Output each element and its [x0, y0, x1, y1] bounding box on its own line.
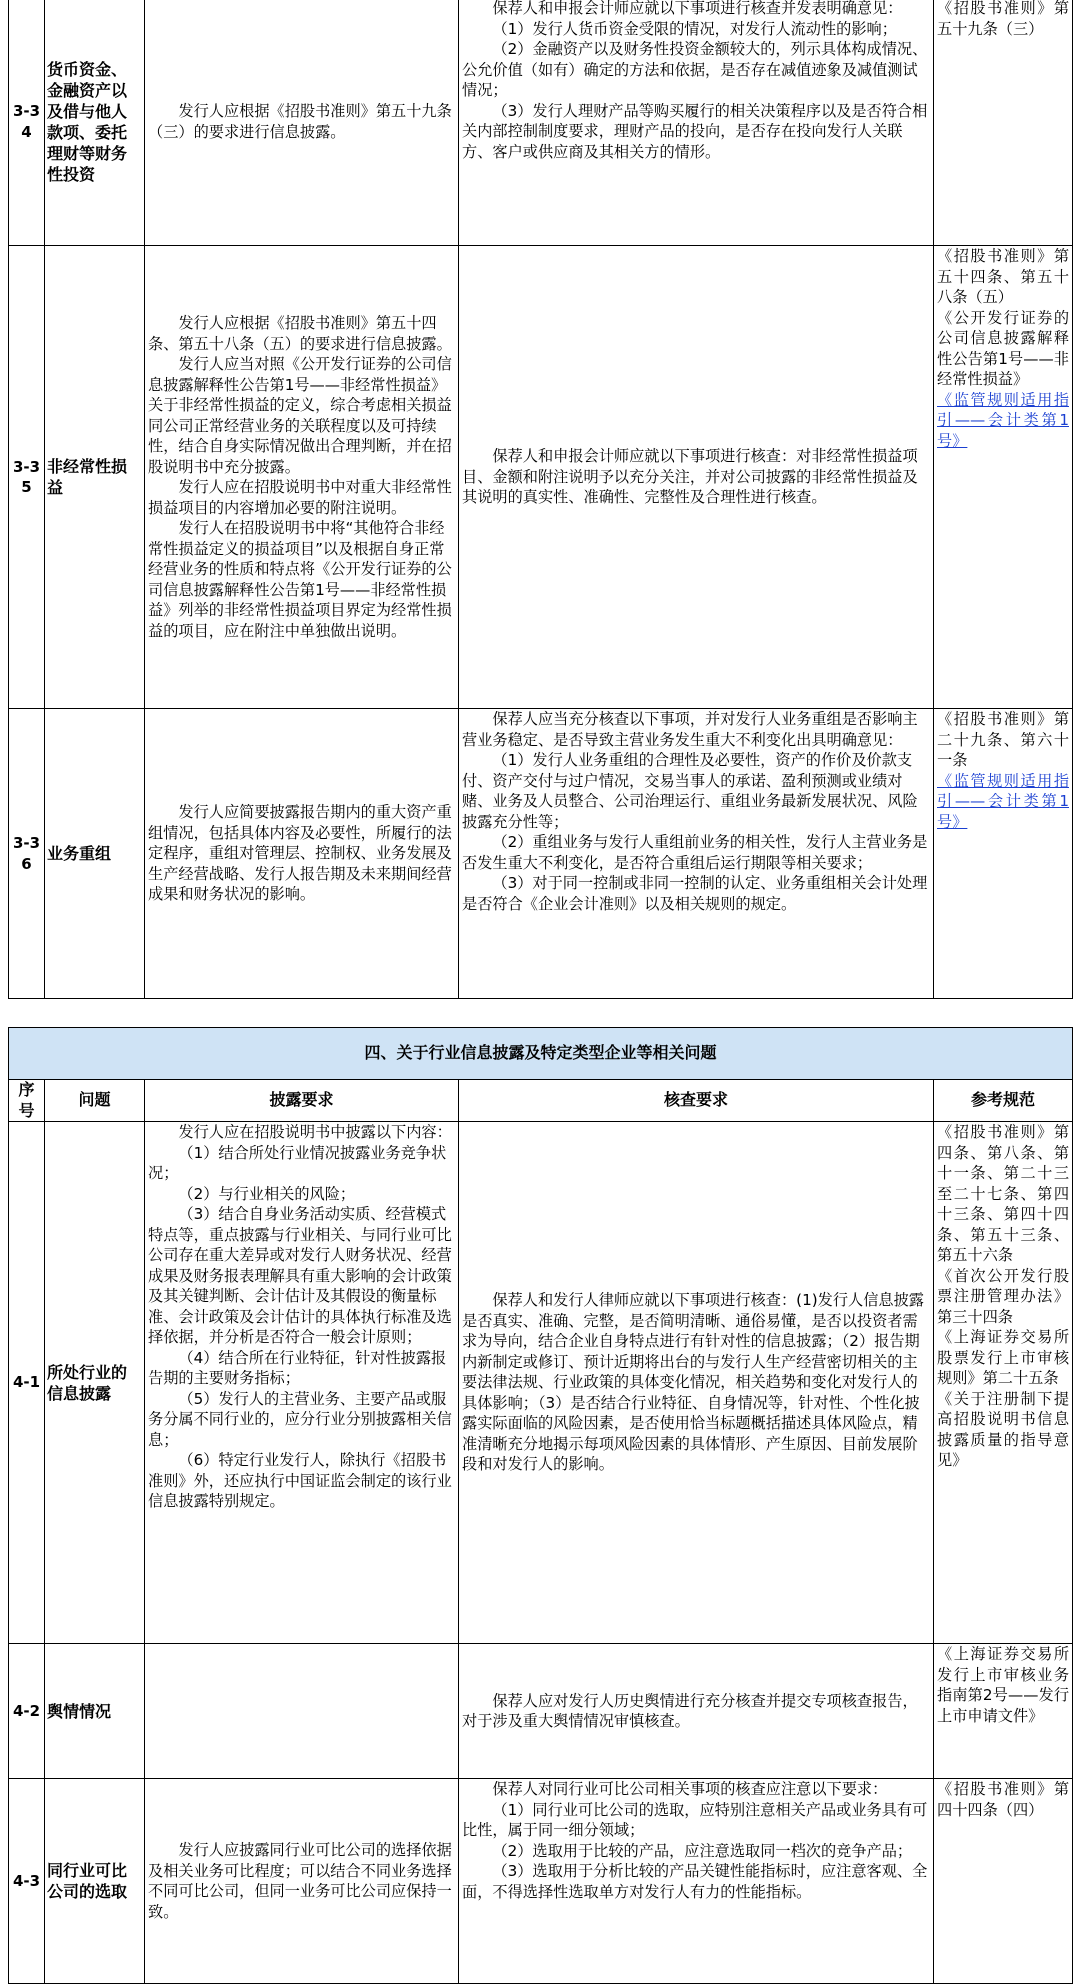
col-header-number: 序号 — [9, 1080, 45, 1122]
disclosure-requirement — [145, 1644, 459, 1779]
reference-norm: 《招股书准则》第二十九条、第六十一条 《监管规则适用指引——会计类第1号》 — [934, 709, 1073, 999]
col-header-verification: 核查要求 — [459, 1080, 934, 1122]
requirements-table-part4 — [8, 1027, 1073, 1984]
reference-norm: 《招股书准则》第四十四条（四） — [934, 1779, 1073, 1984]
reference-norm: 《招股书准则》第五十九条（三） — [934, 0, 1073, 246]
reference-norm: 《招股书准则》第五十四条、第五十八条（五） 《公开发行证券的公司信息披露解释性公告第1号——非经常性损益》 《监管规则适用指引——会计类第1号》 — [934, 246, 1073, 709]
verification-requirement: 保荐人和申报会计师应就以下事项进行核查并发表明确意见： （1）发行人货币资金受限的情况，对发行人流动性的影响； （2）金融资产以及财务性投资金额较大的，列示具体构成情况、公允价值（如有）确定的方法和依据，是否存在减值迹象及减值测试情况； （3）发行人理财产品等购买履行的相关决策程序以及是否符合相关内部控制制度要求，理财产品的投向，是否存在投向发行人关联方、客户或供应商及其相关方的情形。 — [459, 0, 934, 246]
table-row — [9, 1644, 1073, 1779]
section-header-row — [9, 1028, 1073, 1080]
col-header-issue: 问题 — [45, 1080, 145, 1122]
verification-requirement: 保荐人应对发行人历史舆情进行充分核查并提交专项核查报告，对于涉及重大舆情情况审慎核查。 — [459, 1644, 934, 1779]
row-number: 4-1 — [9, 1122, 45, 1644]
row-number: 4-3 — [9, 1779, 45, 1984]
verification-requirement: 保荐人应当充分核查以下事项，并对发行人业务重组是否影响主营业务稳定、是否导致主营业务发生重大不利变化出具明确意见： （1）发行人业务重组的合理性及必要性，资产的作价及价款支付、资产交付与过户情况，交易当事人的承诺、盈利预测或业绩对赌、业务及人员整合、公司治理运行、重组业务最新发展状况、风险披露充分性等； （2）重组业务与发行人重组前业务的相关性，发行人主营业务是否发生重大不利变化，是否符合重组后运行期限等相关要求； （3）对于同一控制或非同一控制的认定、业务重组相关会计处理是否符合《企业会计准则》以及相关规则的规定。 — [459, 709, 934, 999]
issue-title: 舆情情况 — [45, 1644, 145, 1779]
issue-title: 所处行业的信息披露 — [45, 1122, 145, 1644]
disclosure-requirement: 发行人应简要披露报告期内的重大资产重组情况，包括具体内容及必要性，所履行的法定程序，重组对管理层、控制权、业务发展及生产经营战略、发行人报告期及未来期间经营成果和财务状况的影响。 — [145, 709, 459, 999]
row-number: 4-2 — [9, 1644, 45, 1779]
row-number: 3-34 — [9, 0, 45, 246]
verification-requirement: 保荐人和申报会计师应就以下事项进行核查：对非经常性损益项目、金额和附注说明予以充分关注，并对公司披露的非经常性损益及其说明的真实性、准确性、完整性及合理性进行核查。 — [459, 246, 934, 709]
verification-requirement: 保荐人和发行人律师应就以下事项进行核查：(1)发行人信息披露是否真实、准确、完整，是否简明清晰、通俗易懂，是否以投资者需求为导向，结合企业自身特点进行有针对性的信息披露；（2）报告期内新制定或修订、预计近期将出台的与发行人生产经营密切相关的主要法律法规、行业政策的具体变化情况，相关趋势和变化对发行人的具体影响；（3）是否结合行业特征、自身情况等，针对性、个性化披露实际面临的风险因素，是否使用恰当标题概括描述具体风险点，精准清晰充分地揭示每项风险因素的具体情形、产生原因、目前发展阶段和对发行人的影响。 — [459, 1122, 934, 1644]
col-header-disclosure: 披露要求 — [145, 1080, 459, 1122]
table-row — [9, 246, 1073, 709]
reference-norm: 《招股书准则》第四条、第八条、第十一条、第二十三至二十七条、第四十三条、第四十四条、第五十三条、第五十六条 《首次公开发行股票注册管理办法》第三十四条 《上海证券交易所股票发行上市审核规则》第二十五条 《关于注册制下提高招股说明书信息披露质量的指导意见》 — [934, 1122, 1073, 1644]
table-row — [9, 1779, 1073, 1984]
issue-title: 非经常性损益 — [45, 246, 145, 709]
column-header-row — [9, 1080, 1073, 1122]
disclosure-requirement: 发行人应根据《招股书准则》第五十四条、第五十八条（五）的要求进行信息披露。 发行人应当对照《公开发行证券的公司信息披露解释性公告第1号——非经常性损益》关于非经常性损益的定义，综合考虑相关损益同公司正常经营业务的关联程度以及可持续性，结合自身实际情况做出合理判断，并在招股说明书中充分披露。 发行人应在招股说明书中对重大非经常性损益项目的内容增加必要的附注说明。 发行人在招股说明书中将“其他符合非经常性损益定义的损益项目”以及根据自身正常经营业务的性质和特点将《公开发行证券的公司信息披露解释性公告第1号——非经常性损益》列举的非经常性损益项目界定为经常性损益的项目，应在附注中单独做出说明。 — [145, 246, 459, 709]
issue-title: 货币资金、金融资产以及借与他人款项、委托理财等财务性投资 — [45, 0, 145, 246]
issue-title: 业务重组 — [45, 709, 145, 999]
regulatory-guideline-link[interactable]: 《监管规则适用指引——会计类第1号》 — [937, 771, 1069, 831]
table-row — [9, 709, 1073, 999]
verification-requirement: 保荐人对同行业可比公司相关事项的核查应注意以下要求： （1）同行业可比公司的选取，应特别注意相关产品或业务具有可比性，属于同一细分领域； （2）选取用于比较的产品，应注意选取同一档次的竞争产品； （3）选取用于分析比较的产品关键性能指标时，应注意客观、全面，不得选择性选取单方对发行人有力的性能指标。 — [459, 1779, 934, 1984]
disclosure-requirement: 发行人应披露同行业可比公司的选择依据及相关业务可比程度；可以结合不同业务选择不同可比公司，但同一业务可比公司应保持一致。 — [145, 1779, 459, 1984]
row-number: 3-36 — [9, 709, 45, 999]
table-row — [9, 1122, 1073, 1644]
requirements-table-part3 — [8, 0, 1073, 999]
regulatory-guideline-link[interactable]: 《监管规则适用指引——会计类第1号》 — [937, 390, 1069, 450]
col-header-reference: 参考规范 — [934, 1080, 1073, 1122]
section-gap — [0, 999, 1080, 1027]
row-number: 3-35 — [9, 246, 45, 709]
issue-title: 同行业可比公司的选取 — [45, 1779, 145, 1984]
section-title: 四、关于行业信息披露及特定类型企业等相关问题 — [9, 1028, 1073, 1080]
disclosure-requirement: 发行人应在招股说明书中披露以下内容： （1）结合所处行业情况披露业务竞争状况； （2）与行业相关的风险； （3）结合自身业务活动实质、经营模式特点等，重点披露与行业相关、与同行业可比公司存在重大差异或对发行人财务状况、经营成果及财务报表理解具有重大影响的会计政策及其关键判断、会计估计及其假设的衡量标准、会计政策及会计估计的具体执行标准及选择依据，并分析是否符合一般会计原则； （4）结合所在行业特征，针对性披露报告期的主要财务指标； （5）发行人的主营业务、主要产品或服务分属不同行业的，应分行业分别披露相关信息； （6）特定行业发行人，除执行《招股书准则》外，还应执行中国证监会制定的该行业信息披露特别规定。 — [145, 1122, 459, 1644]
disclosure-requirement: 发行人应根据《招股书准则》第五十九条（三）的要求进行信息披露。 — [145, 0, 459, 246]
reference-norm: 《上海证券交易所发行上市审核业务指南第2号——发行上市申请文件》 — [934, 1644, 1073, 1779]
table-row — [9, 0, 1073, 246]
